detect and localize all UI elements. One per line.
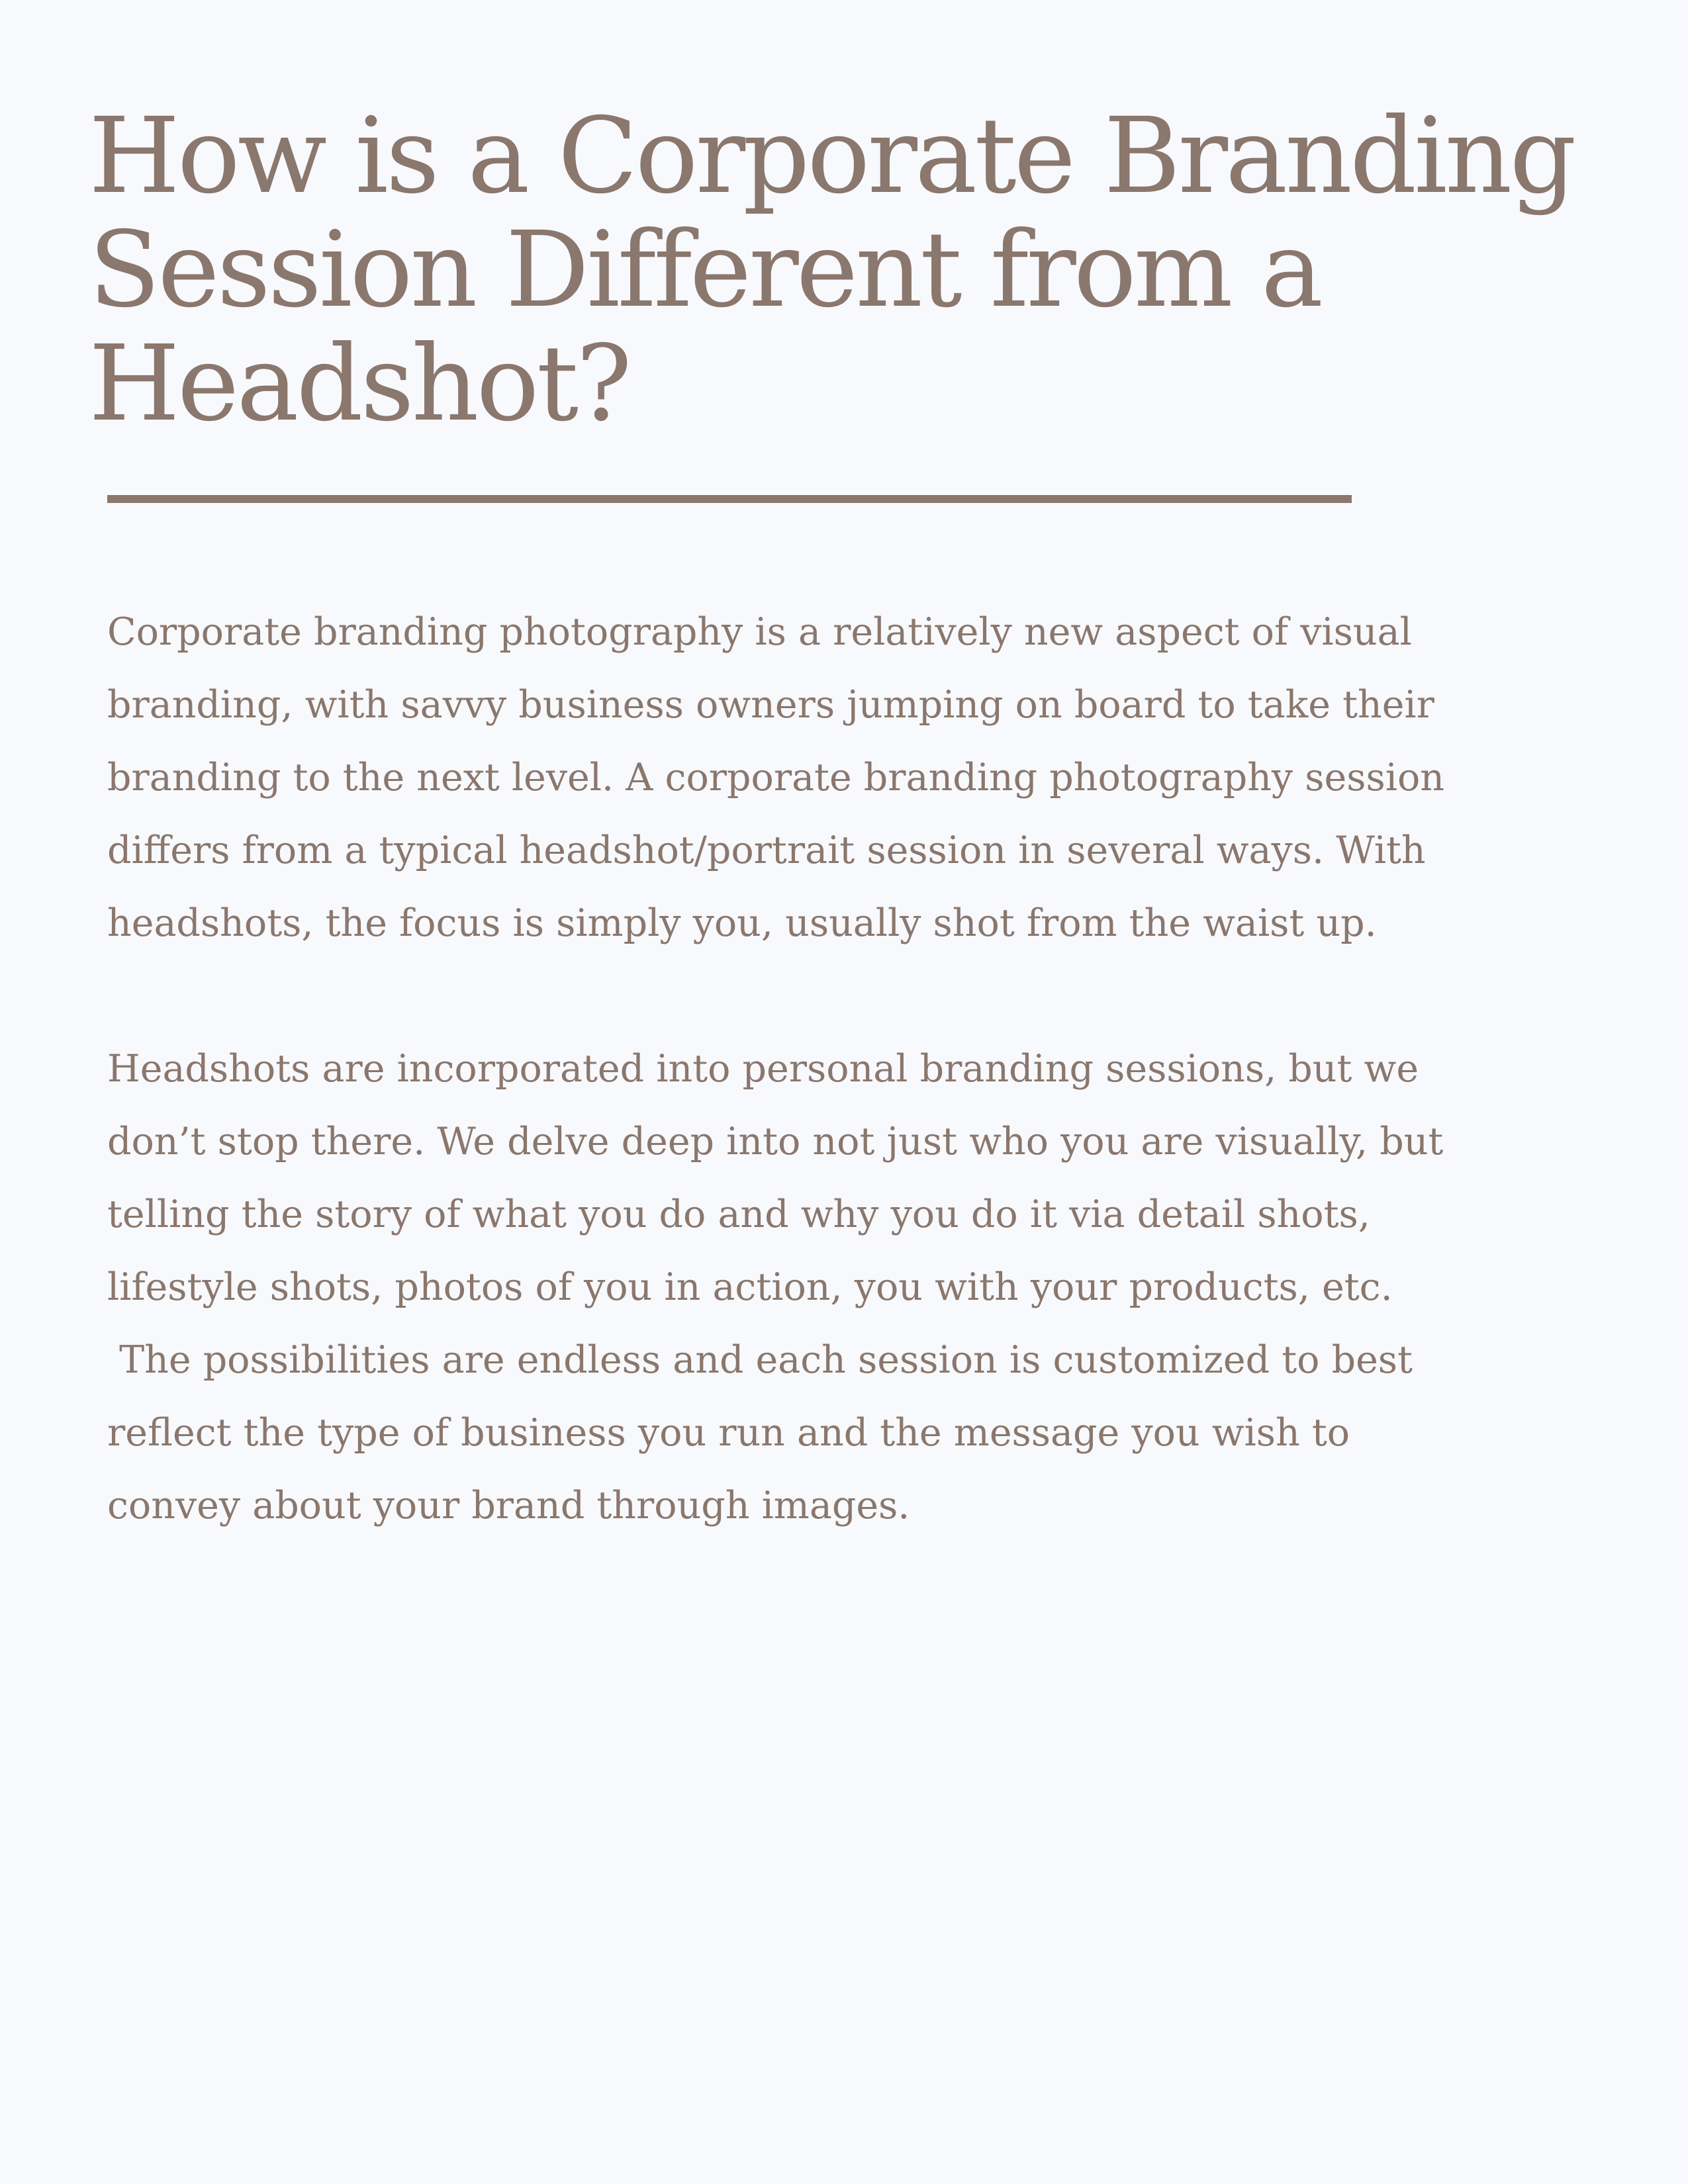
title-divider [107, 495, 1352, 503]
paragraph-line: convey about your brand through images. [107, 1484, 910, 1527]
paragraph-line: Headshots are incorporated into personal branding sessions, but we [107, 1047, 1419, 1091]
title-line: Session Different from a [89, 209, 1321, 331]
page-title [89, 95, 1574, 445]
paragraph-intro [107, 596, 1564, 960]
paragraph-line: reflect the type of business you run and the message you wish to [107, 1411, 1350, 1455]
paragraph-line: telling the story of what you do and why you do it via detail shots, [107, 1193, 1370, 1236]
paragraph-branding-sessions [107, 1032, 1564, 1542]
paragraph-line: don’t stop there. We delve deep into not just who you are visually, but [107, 1120, 1444, 1163]
paragraph-line: branding, with savvy business owners jumping on board to take their [107, 683, 1434, 727]
paragraph-line: differs from a typical headshot/portrait session in several ways. With [107, 829, 1426, 872]
paragraph-line: lifestyle shots, photos of you in action, you with your products, etc. [107, 1265, 1393, 1309]
title-line: Headshot? [89, 323, 630, 445]
paragraph-line: branding to the next level. A corporate branding photography session [107, 756, 1444, 799]
title-line: How is a Corporate Branding [89, 95, 1574, 217]
paragraph-line: Corporate branding photography is a relatively new aspect of visual [107, 610, 1412, 654]
paragraph-line: headshots, the focus is simply you, usually shot from the waist up. [107, 901, 1377, 945]
paragraph-line: The possibilities are endless and each session is customized to best [107, 1338, 1413, 1382]
